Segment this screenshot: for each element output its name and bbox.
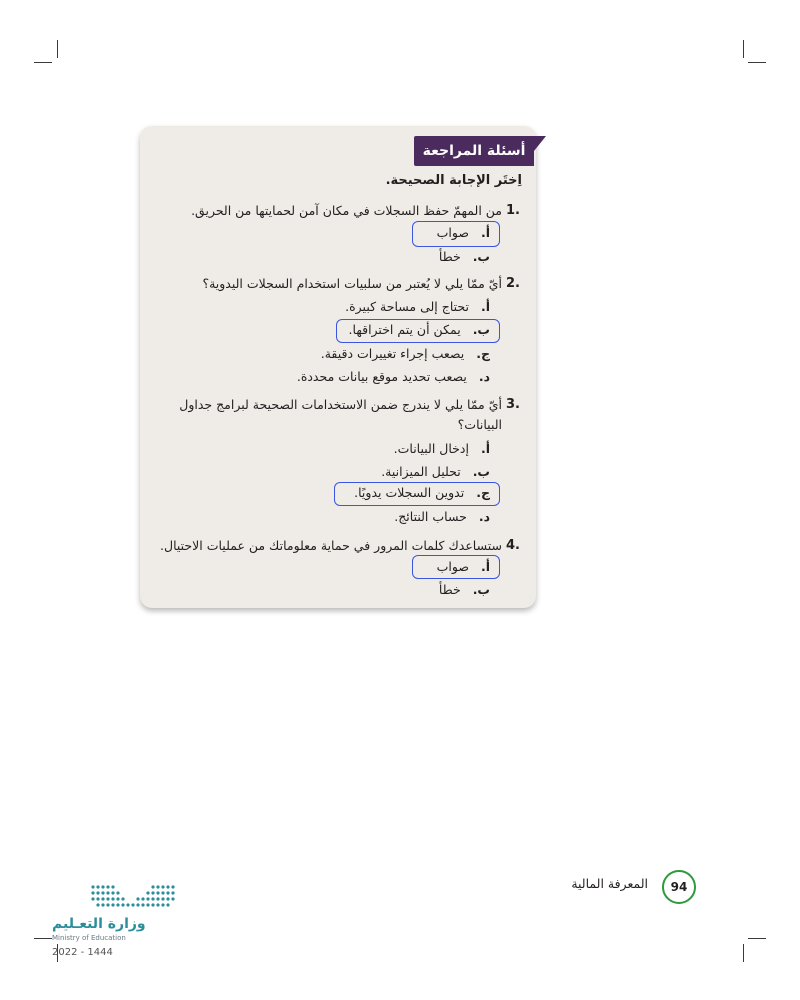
option[interactable] <box>394 508 490 526</box>
option[interactable] <box>394 440 490 458</box>
crop-mark <box>748 938 766 939</box>
ministry-name-ar: وزارة التعـليم <box>52 916 146 932</box>
option-text: تحتاج إلى مساحة كبيرة. <box>345 299 469 314</box>
option-letter: ب. <box>472 464 490 479</box>
crop-mark <box>34 938 52 939</box>
option[interactable] <box>439 248 490 266</box>
option-letter: د. <box>478 369 490 384</box>
crop-mark <box>748 62 766 63</box>
option-text: صواب <box>436 559 469 574</box>
page-number-badge: 94 <box>662 870 696 904</box>
option[interactable] <box>354 484 490 502</box>
option-letter: أ. <box>480 225 490 240</box>
instruction-text: اِختَر الإجابة الصحيحة. <box>385 173 522 188</box>
option-text: تدوين السجلات يدويًا. <box>354 485 465 500</box>
question-number: 3. <box>506 397 520 412</box>
option-text: خطأ <box>438 249 461 264</box>
option-text: يصعب تحديد موقع بيانات محددة. <box>296 369 467 384</box>
option-letter: أ. <box>480 441 490 456</box>
ministry-logo-dots-icon <box>90 884 176 910</box>
option[interactable] <box>439 581 490 599</box>
question-text-cont: البيانات؟ <box>457 417 502 432</box>
option-letter: أ. <box>480 299 490 314</box>
book-title: المعرفة المالية <box>571 876 648 891</box>
option-letter: ج. <box>476 346 490 361</box>
crop-mark <box>57 40 58 58</box>
crop-mark <box>743 944 744 962</box>
question-number: 1. <box>506 203 520 218</box>
option[interactable] <box>349 321 490 339</box>
option-text: يصعب إجراء تغييرات دقيقة. <box>320 346 465 361</box>
option[interactable] <box>437 558 490 576</box>
question-number: 4. <box>506 538 520 553</box>
option-text: خطأ <box>438 582 461 597</box>
option-letter: ب. <box>472 582 490 597</box>
option-text: صواب <box>436 225 469 240</box>
question-text: أيّ ممّا يلي لا يندرج ضمن الاستخدامات الصحيحة لبرامج جداول <box>179 397 502 412</box>
option[interactable] <box>437 224 490 242</box>
edition-year: 2022 - 1444 <box>52 947 113 958</box>
question-text: ستساعدك كلمات المرور في حماية معلوماتك من عمليات الاحتيال. <box>160 538 502 553</box>
option-letter: ب. <box>472 322 490 337</box>
option-text: يمكن أن يتم اختراقها. <box>348 322 461 337</box>
option[interactable] <box>345 298 490 316</box>
question-text: أيّ ممّا يلي لا يُعتبر من سلبيات استخدام السجلات اليدوية؟ <box>202 276 502 291</box>
option-letter: ج. <box>476 485 490 500</box>
ministry-name-en: Ministry of Education <box>52 934 126 942</box>
section-title: أسئلة المراجعة <box>414 136 534 166</box>
crop-mark <box>34 62 52 63</box>
crop-mark <box>743 40 744 58</box>
option-letter: أ. <box>480 559 490 574</box>
option[interactable] <box>381 463 490 481</box>
option[interactable] <box>321 345 490 363</box>
option-text: حساب النتائج. <box>394 509 467 524</box>
question-text: من المهمّ حفظ السجلات في مكان آمن لحمايتها من الحريق. <box>191 203 502 218</box>
option-letter: د. <box>478 509 490 524</box>
option-letter: ب. <box>472 249 490 264</box>
option-text: تحليل الميزانية. <box>381 464 461 479</box>
question-number: 2. <box>506 276 520 291</box>
option-text: إدخال البيانات. <box>393 441 469 456</box>
banner-notch <box>534 136 546 166</box>
option[interactable] <box>297 368 490 386</box>
